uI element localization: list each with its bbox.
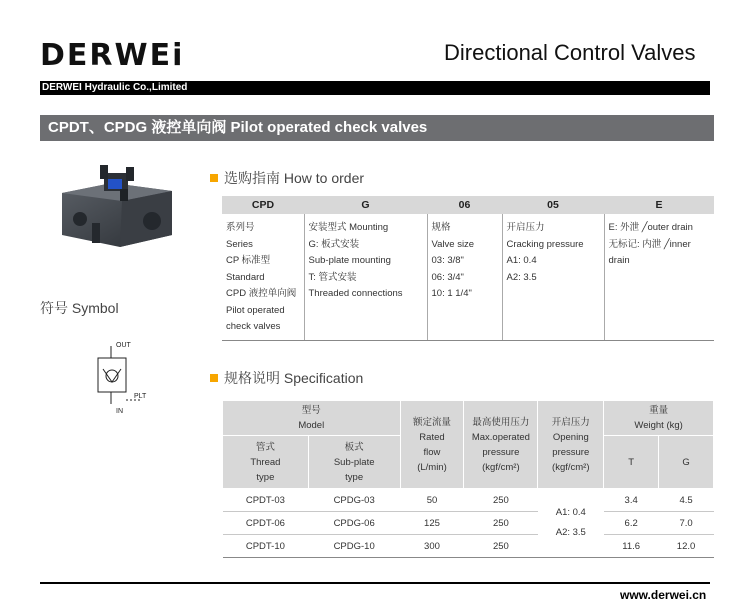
check-valve-symbol	[92, 338, 162, 414]
spec-thread-model: CPDT-03	[223, 489, 309, 512]
order-cell-mounting	[304, 214, 427, 340]
order-text: Threaded connections	[308, 288, 403, 299]
spec-flow: 125	[400, 512, 464, 535]
order-text: Cracking pressure	[506, 238, 584, 250]
spec-weight-t: 6.2	[604, 512, 659, 535]
order-text: drain	[608, 255, 630, 266]
company-logo: DERWEi	[40, 38, 185, 73]
order-cell-series	[222, 214, 304, 340]
port-out-label: OUT	[116, 342, 131, 349]
order-text: 06: 3/4"	[431, 271, 464, 283]
spec-thread-model: CPDT-06	[223, 512, 309, 535]
spec-header-row-1	[223, 401, 714, 436]
order-text: E: 外泄 ╱outer drain	[608, 222, 693, 233]
order-text: 安装型式 Mounting	[308, 222, 389, 233]
spec-pressure: 250	[464, 512, 538, 535]
spec-row	[223, 512, 714, 535]
spec-subplate-model: CPDG-06	[308, 512, 400, 535]
port-in-label: IN	[116, 408, 123, 414]
order-text: G: 板式安装	[308, 238, 360, 250]
order-text: T: 管式安装	[308, 271, 357, 283]
spec-head-subplate: 板式 Sub-plate type	[308, 436, 400, 489]
spec-head-pressure: 最高使用压力 Max.operated pressure (kgf/cm²)	[464, 401, 538, 489]
order-header-row	[222, 196, 714, 214]
spec-weight-t: 3.4	[604, 489, 659, 512]
spec-head-g: G	[659, 436, 714, 489]
order-section-heading	[210, 168, 364, 188]
product-title: CPDT、CPDG 液控单向阀 Pilot operated check valves	[48, 119, 428, 136]
order-text: check valves	[226, 321, 281, 332]
spec-subplate-model: CPDG-03	[308, 489, 400, 512]
order-text: A1: 0.4	[506, 255, 537, 266]
spec-weight-t: 11.6	[604, 535, 659, 558]
spec-flow: 50	[400, 489, 464, 512]
order-table	[222, 196, 714, 341]
company-name: DERWEI Hydraulic Co.,Limited	[42, 82, 188, 93]
order-text: 03: 3/8"	[431, 255, 464, 266]
order-text: 10: 1 1/4"	[431, 288, 472, 299]
spec-flow: 300	[400, 535, 464, 558]
spec-head-opening: 开启压力 Opening pressure (kgf/cm²)	[538, 401, 604, 489]
order-text: Sub-plate mounting	[308, 255, 391, 266]
spec-heading-text: 规格说明 Specification	[224, 370, 364, 386]
order-heading-text: 选购指南 How to order	[224, 170, 365, 186]
order-text: Valve size	[431, 238, 475, 250]
port-plt-label: PLT	[134, 393, 147, 400]
order-col-drain: E	[604, 196, 714, 214]
order-text: 开启压力	[506, 222, 545, 233]
order-cell-drain	[604, 214, 714, 340]
footer-divider	[40, 582, 710, 584]
order-text: A2: 3.5	[506, 271, 537, 283]
spec-subplate-model: CPDG-10	[308, 535, 400, 558]
spec-weight-g: 4.5	[659, 489, 714, 512]
spec-pressure: 250	[464, 535, 538, 558]
order-col-series: CPD	[222, 196, 304, 214]
spec-head-weight: 重量 Weight (kg)	[604, 401, 714, 436]
order-text: CP 标准型	[226, 255, 271, 266]
order-text: Series	[226, 238, 253, 250]
spec-head-model: 型号 Model	[223, 401, 401, 436]
symbol-label: 符号 Symbol	[40, 300, 119, 316]
order-col-mounting: G	[304, 196, 427, 214]
spec-section-heading	[210, 368, 363, 388]
website-link[interactable]: www.derwei.cn	[620, 588, 707, 602]
order-text: 系列号	[226, 222, 255, 233]
opening-a2: A2: 3.5	[555, 527, 586, 538]
spec-head-flow: 额定流量 Rated flow (L/min)	[400, 401, 464, 489]
spec-weight-g: 12.0	[659, 535, 714, 558]
spec-pressure: 250	[464, 489, 538, 512]
bullet-square-icon	[210, 374, 218, 382]
order-cell-cracking	[502, 214, 604, 340]
order-cell-size	[427, 214, 502, 340]
spec-table	[222, 400, 714, 558]
order-text: Standard	[226, 271, 265, 283]
order-text: 规格	[431, 222, 451, 233]
spec-row	[223, 489, 714, 512]
order-text: Pilot operated	[226, 304, 285, 316]
bullet-square-icon	[210, 174, 218, 182]
order-text: 无标记: 内泄 ╱inner	[608, 238, 691, 250]
spec-opening-pressure	[538, 489, 604, 558]
spec-head-t: T	[604, 436, 659, 489]
document-title: Directional Control Valves	[444, 40, 696, 65]
spec-thread-model: CPDT-10	[223, 535, 309, 558]
spec-row	[223, 535, 714, 558]
spec-weight-g: 7.0	[659, 512, 714, 535]
order-col-cracking: 05	[502, 196, 604, 214]
order-text: CPD 液控单向阀	[226, 288, 297, 299]
valve-product-image	[52, 163, 182, 253]
order-body-row	[222, 214, 714, 340]
order-col-size: 06	[427, 196, 502, 214]
spec-head-thread: 管式 Thread type	[223, 436, 309, 489]
opening-a1: A1: 0.4	[555, 507, 586, 518]
